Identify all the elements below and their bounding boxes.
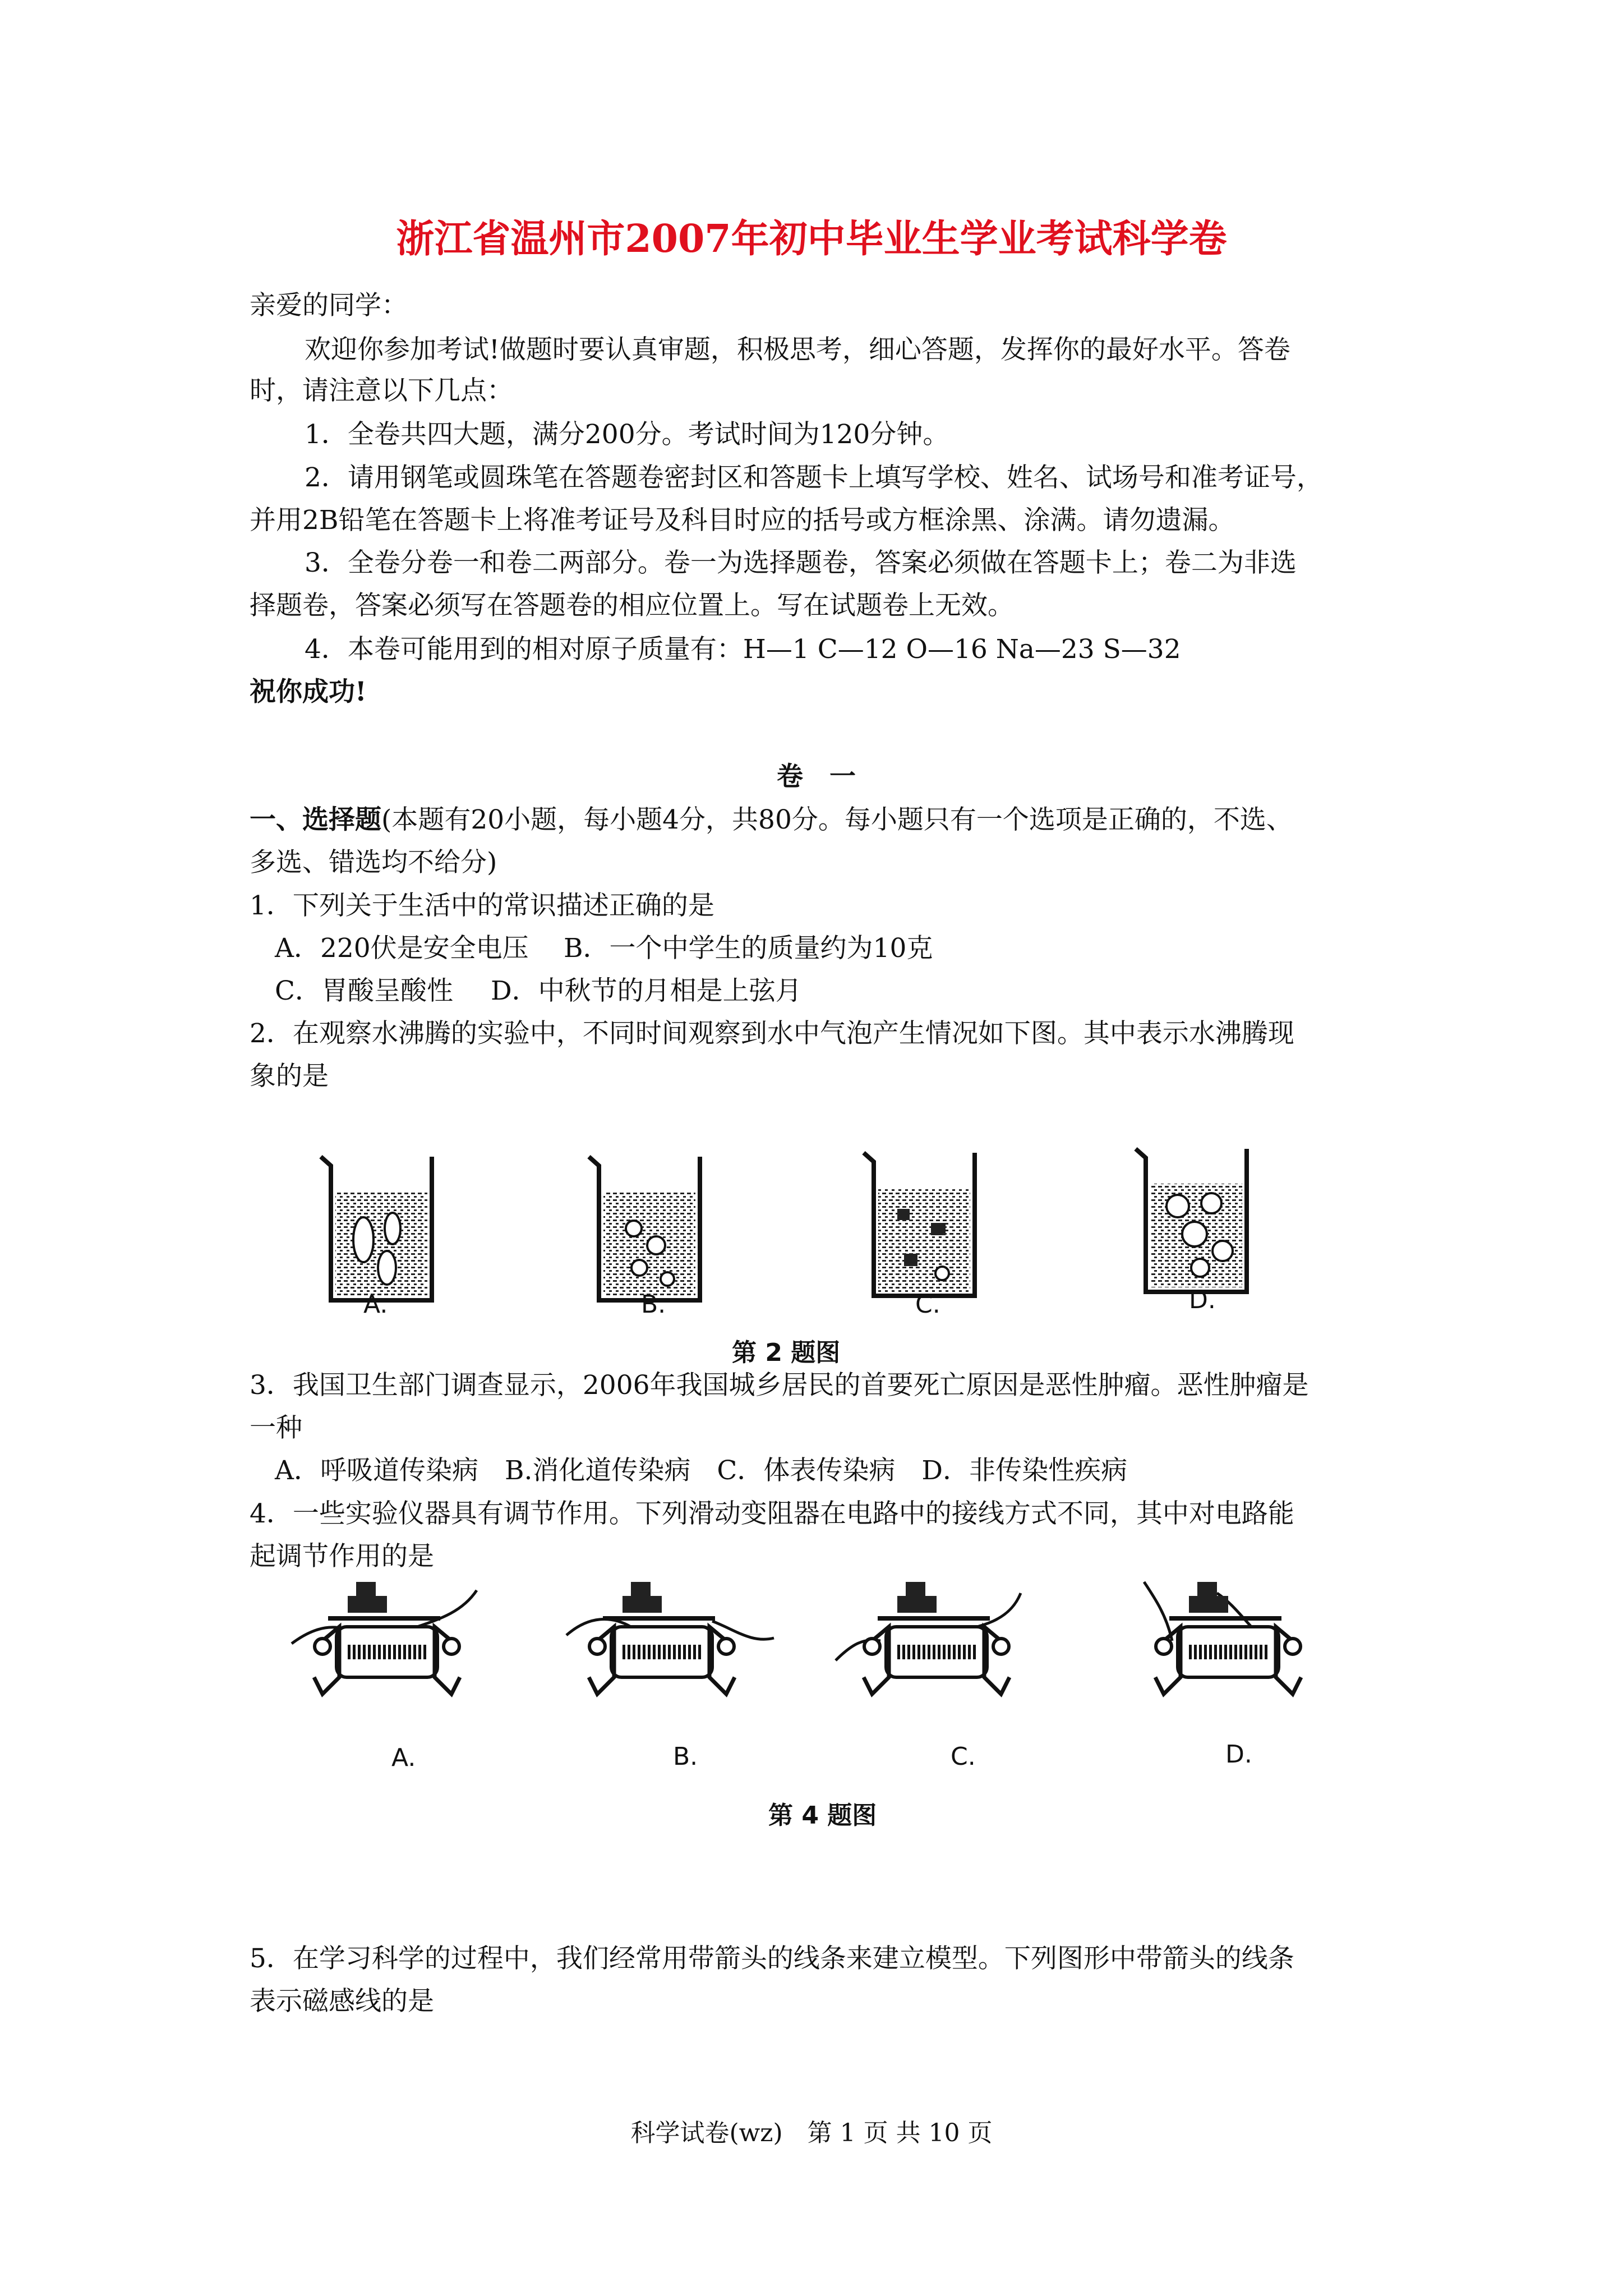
q2-stem-1: 2．在观察水沸腾的实验中，不同时间观察到水中气泡产生情况如下图。其中表示水沸腾现 [250, 1018, 1294, 1049]
q2-stem-2: 象的是 [250, 1061, 329, 1092]
page-title: 浙江省温州市2007年初中毕业生学业考试科学卷 [396, 217, 1227, 261]
note-3a: 3．全卷分卷一和卷二两部分。卷一为选择题卷，答案必须做在答题卡上；卷二为非选 [305, 547, 1297, 578]
wish: 祝你成功! [250, 677, 367, 707]
q3-options: A．呼吸道传染病 B.消化道传染病 C．体表传染病 D．非传染性疾病 [275, 1455, 1128, 1486]
q2-label-b: B. [641, 1290, 666, 1319]
note-4: 4．本卷可能用到的相对原子质量有：H—1 C—12 O—16 Na—23 S—32 [305, 634, 1181, 665]
q2-label-a: A. [363, 1290, 388, 1319]
beaker-a-icon [321, 1157, 432, 1300]
q4-label-a: A. [391, 1743, 416, 1772]
q4-label-c: C. [951, 1742, 976, 1771]
section-title: 卷 一 [777, 761, 856, 792]
rheostat-c-icon [836, 1582, 1021, 1694]
q3-stem-1: 3．我国卫生部门调查显示，2006年我国城乡居民的首要死亡原因是恶性肿瘤。恶性肿瘤是 [250, 1370, 1309, 1401]
q5-stem-2: 表示磁感线的是 [250, 1986, 434, 2017]
q2-label-d: D. [1189, 1286, 1216, 1314]
q1-option-c: C．胃酸呈酸性 [275, 976, 453, 1006]
part1-heading: 一、选择题 [250, 804, 381, 835]
q4-stem-2: 起调节作用的是 [250, 1541, 434, 1572]
q1-option-a: A．220伏是安全电压 [275, 933, 529, 964]
q3-stem-2: 一种 [250, 1412, 302, 1443]
intro-line-2: 时，请注意以下几点： [250, 375, 513, 406]
q2-caption: 第 2 题图 [732, 1338, 841, 1367]
greeting: 亲爱的同学： [250, 290, 408, 321]
note-3b: 择题卷，答案必须写在答题卷的相应位置上。写在试题卷上无效。 [250, 590, 1014, 621]
intro-line-1: 欢迎你参加考试!做题时要认真审题，积极思考，细心答题，发挥你的最好水平。答卷 [305, 334, 1290, 365]
q4-label-d: D. [1225, 1740, 1252, 1769]
note-1: 1．全卷共四大题，满分200分。考试时间为120分钟。 [305, 419, 949, 450]
beaker-b-icon [589, 1157, 700, 1300]
rheostat-a-icon [292, 1582, 477, 1694]
note-2b: 并用2B铅笔在答题卡上将准考证号及科目时应的括号或方框涂黑、涂满。请勿遗漏。 [250, 505, 1235, 536]
part1-desc: (本题有20小题，每小题4分，共80分。每小题只有一个选项是正确的，不选、 [381, 804, 1293, 835]
q1-stem: 1．下列关于生活中的常识描述正确的是 [250, 890, 714, 921]
q4-caption: 第 4 题图 [768, 1801, 877, 1830]
q4-label-b: B. [673, 1742, 698, 1771]
rheostat-d-icon [1144, 1582, 1301, 1694]
q4-stem-1: 4．一些实验仪器具有调节作用。下列滑动变阻器在电路中的接线方式不同，其中对电路能 [250, 1498, 1294, 1529]
q2-label-c: C. [915, 1290, 940, 1319]
q5-stem-1: 5．在学习科学的过程中，我们经常用带箭头的线条来建立模型。下列图形中带箭头的线条 [250, 1943, 1294, 1974]
note-2a: 2．请用钢笔或圆珠笔在答题卷密封区和答题卡上填写学校、姓名、试场号和准考证号， [305, 462, 1323, 493]
q1-option-b: B．一个中学生的质量约为10克 [564, 933, 933, 964]
rheostat-b-icon [566, 1582, 774, 1694]
q1-option-d: D．中秋节的月相是上弦月 [491, 976, 802, 1006]
part1-desc-2: 多选、错选均不给分) [250, 847, 497, 878]
page-footer: 科学试卷(wz) 第 1 页 共 10 页 [630, 2119, 993, 2147]
beaker-c-icon [864, 1153, 975, 1296]
beaker-d-icon [1136, 1149, 1247, 1292]
